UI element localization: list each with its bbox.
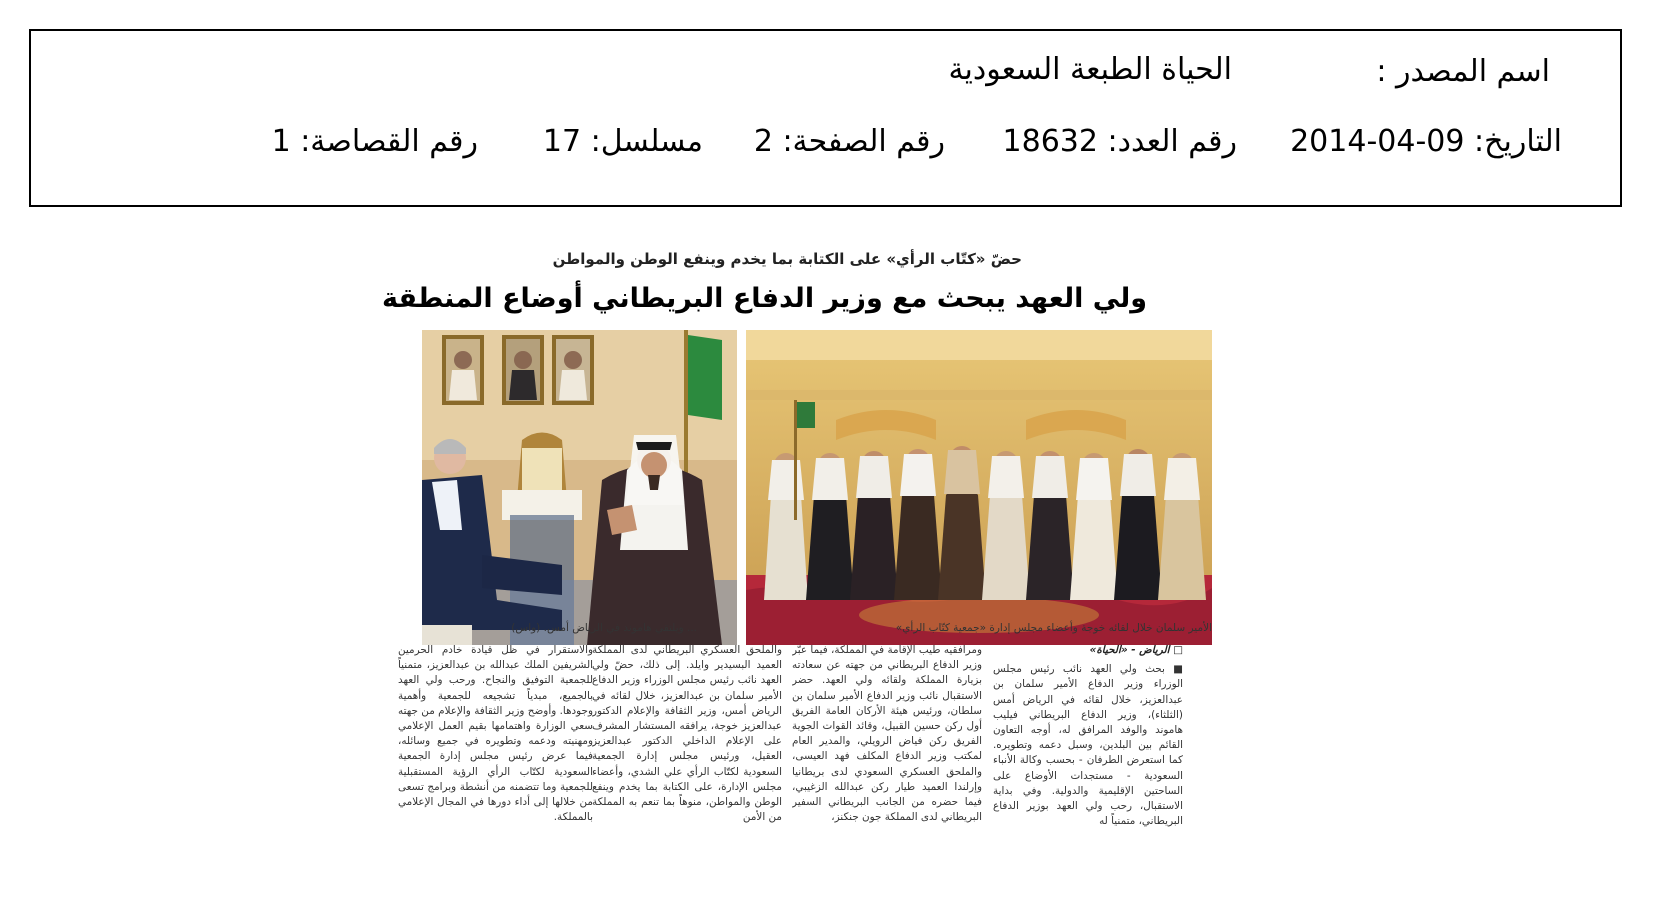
meeting-photo-image [422, 330, 737, 645]
article-column-1 [993, 643, 1183, 888]
clip-number-field: رقم القصاصة: 1 [271, 124, 478, 159]
source-value: الحياة الطبعة السعودية [948, 52, 1232, 87]
article-kicker: حضّ «كتّاب الرأي» على الكتابة بما يخدم وينفع الوطن والمواطن [552, 250, 1022, 268]
group-photo-image [746, 330, 1212, 645]
caption-meeting-photo: ... ويلتقي هاموند في الرياض أمس. (واس) [511, 622, 697, 634]
serial-field: مسلسل: 17 [542, 124, 703, 159]
date-field: التاريخ: 09-04-2014 [1290, 124, 1562, 159]
article-column-4 [398, 643, 593, 888]
column-1-text: ■ بحث ولي العهد نائب رئيس مجلس الوزراء وزير الدفاع الأمير سلمان بن عبدالعزيز، خلال لقائه في الرياض أمس (الثلثاء)، وزير الدفاع البريطاني فيليب هاموند والوفد المرافق له، أوجه التعاون القائم بين البلدين، وسبل دعمه وتطويره. كما استعرض الطرفان - بحسب وكالة الأنباء السعودية - مستجدات الأوضاع على الساحتين الإقليمية والدولية. وفي بداية الاستقبال، رحب ولي العهد بوزير الدفاع البريطاني، متمنياً له [993, 663, 1183, 828]
column-3-text: والملحق العسكري البريطاني لدى المملكة العميد البسيدير وايلد. إلى ذلك، حضّ ولي العهد نائب رئيس مجلس الوزراء وزير الدفاع الأمير سلمان بن عبدالعزيز، خلال لقائه في الرياض أمس، وزير الثقافة والإعلام الدكتور عبدالعزيز خوجة، يرافقه المستشار المشرف على الإعلام الداخلي الدكتور عبدالعزيز العقيل، ورئيس مجلس إدارة الجمعية السعودية لكتّاب الرأي علي الشدي، وأعضاء مجلس الإدارة، على الكتابة بما يخدم وينفع الوطن والمواطن، منوهاً بما تنعم به المملكة من الأمن [592, 644, 782, 824]
page-field: رقم الصفحة: 2 [753, 124, 945, 159]
caption-group-photo: الأمير سلمان خلال لقائه خوجة وأعضاء مجلس إدارة «جمعية كتّاب الرأي» [895, 622, 1212, 634]
column-2-text: ومرافقيه طيب الإقامة في المملكة، فيما عبّر وزير الدفاع البريطاني من جهته عن سعادته بزيارة المملكة ولقائه ولي العهد. حضر الاستقبال نائب وزير الدفاع الأمير سلمان بن سلطان، ورئيس هيئة الأركان العامة الفريق أول ركن حسين القبيل، وقائد القوات الجوية الفريق ركن فياض الرويلي، والمدير العام لمكتب وزير الدفاع المكلف فهد العيسى، والملحق العسكري السعودي لدى بريطانيا وإرلندا العميد طيار ركن عبدالله الزغيبي، فيما حضره من الجانب البريطاني السفير البريطاني لدى المملكة جون جنكنز، [792, 644, 982, 824]
article-dateline: □ الرياض - «الحياة» [1089, 644, 1183, 656]
group-photo [746, 330, 1212, 645]
article-column-2 [792, 643, 982, 888]
article-headline: ولي العهد يبحث مع وزير الدفاع البريطاني أوضاع المنطقة [382, 283, 1147, 314]
meeting-photo [422, 330, 737, 645]
newspaper-clipping [382, 240, 1232, 890]
issue-field: رقم العدد: 18632 [1002, 124, 1237, 159]
source-label: اسم المصدر : [1376, 54, 1550, 89]
article-column-3 [592, 643, 782, 888]
clipping-header-box [29, 29, 1622, 207]
column-4-text: والاستقرار في ظل قيادة خادم الحرمين الشريفين الملك عبدالله بن عبدالعزيز، متمنياً للجمعية التوفيق والنجاح. ورحب ولي العهد بالجميع، مبدياً تشجيعه للجمعية وأهمية وجودها. وأوضح وزير الثقافة والإعلام من جهته سعي الوزارة واهتمامها بقيم العمل الإعلامي ومهنيته ودعمه وتطويره في جميع وسائله، فيما عرض رئيس مجلس إدارة الجمعية السعودية لكتّاب الرأي الرؤية المستقبلية للجمعية وما تتضمنه من أنشطة وبرامج تسعى من خلالها إلى أداء دورها في المجال الإعلامي بالمملكة. [398, 644, 593, 824]
